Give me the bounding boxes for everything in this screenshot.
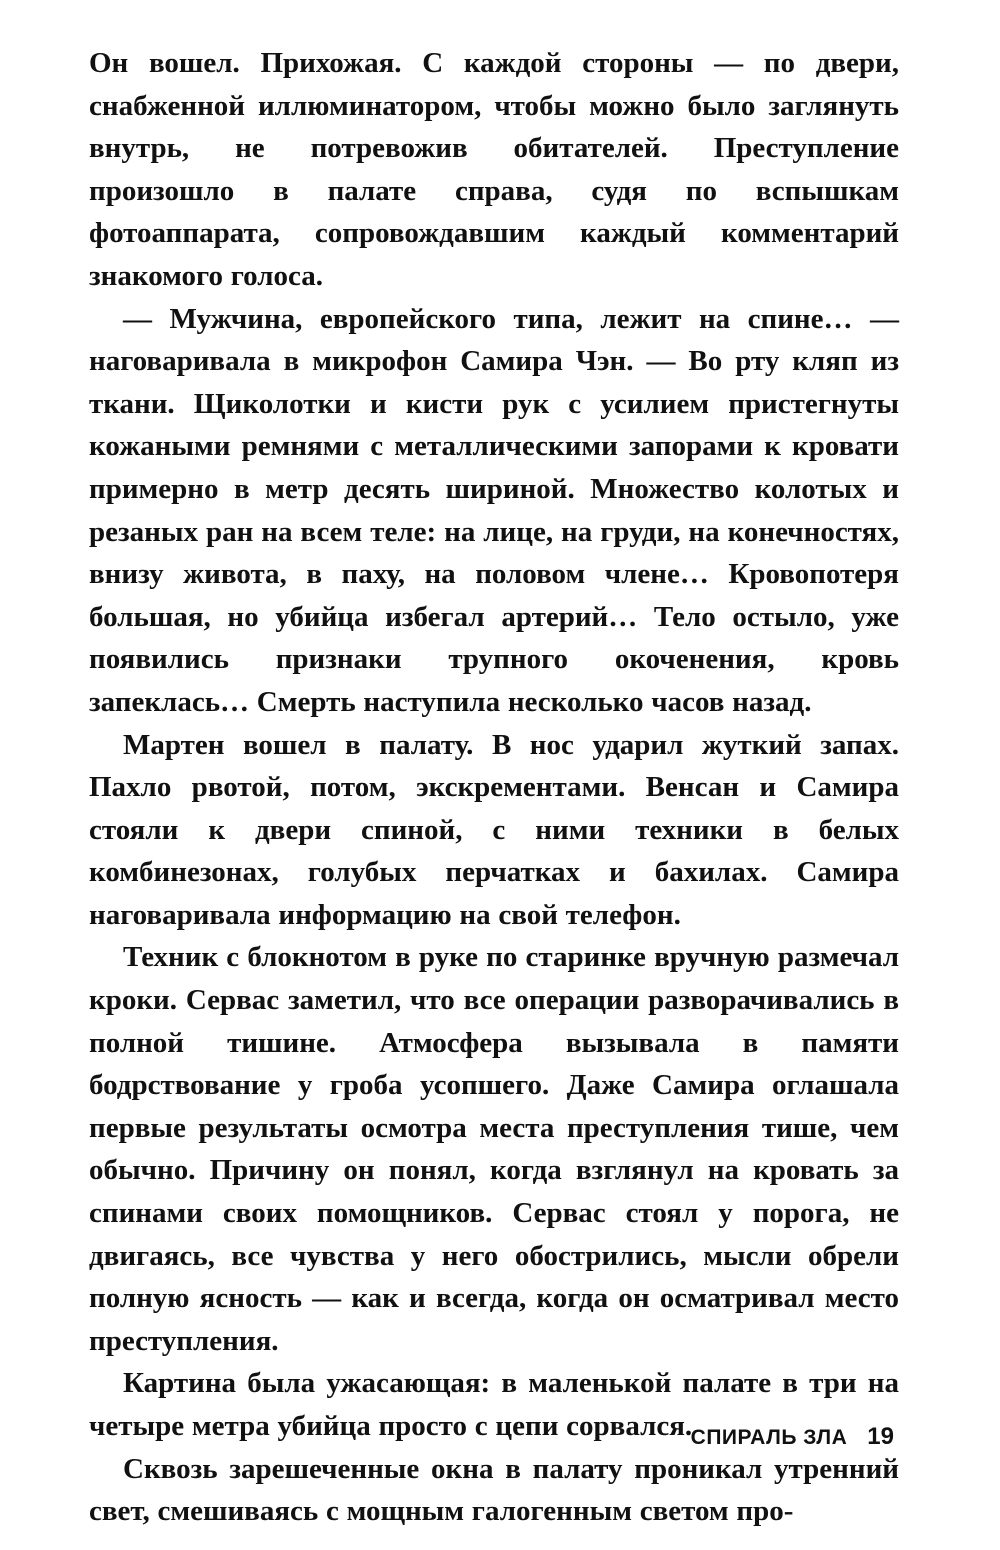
page-number: 19 [867, 1423, 894, 1450]
body-text [89, 42, 899, 1533]
paragraph-5: Картина была ужасающая: в маленькой палате в три на четыре метра убийца просто с цепи сорвался. [89, 1367, 899, 1442]
paragraph-2: — Мужчина, европейского типа, лежит на спине… — наговаривала в микрофон Самира Чэн. — Во рту кляп из ткани. Щиколотки и кисти рук с усилием пристегнуты кожаными ремнями с металлическими запорами к кровати примерно в метр десять шириной. Множество колотых и резаных ран на всем теле: на лице, на груди, на конечностях, внизу живота, в паху, на половом члене… Кровопотеря большая, но убийца избегал артерий… Тело остыло, уже появились признаки трупного окоченения, кровь запеклась… Смерть наступила несколько часов назад. [89, 302, 899, 718]
paragraph-3: Мартен вошел в палату. В нос ударил жуткий запах. Пахло рвотой, потом, экскрементами. Венсан и Самира стояли к двери спиной, с ними техники в белых комбинезонах, голубых перчатках и бахилах. Самира наговаривала информацию на свой телефон. [89, 728, 899, 931]
paragraph-6: Сквозь зарешеченные окна в палату проникал утренний свет, смешиваясь с мощным галогенным светом про- [89, 1452, 899, 1528]
page-footer [691, 1423, 894, 1451]
paragraph-1: Он вошел. Прихожая. С каждой стороны — по двери, снабженной иллюминатором, чтобы можно было заглянуть внутрь, не потревожив обитателей. Преступление произошло в палате справа, судя по вспышкам фотоаппарата, сопровождавшим каждый комментарий знакомого голоса. [89, 47, 899, 292]
running-head: СПИРАЛЬ ЗЛА [690, 1426, 848, 1449]
paragraph-4: Техник с блокнотом в руке по старинке вручную размечал кроки. Сервас заметил, что все операции разворачивались в полной тишине. Атмосфера вызывала в памяти бодрствование у гроба усопшего. Даже Самира оглашала первые результаты осмотра места преступления тише, чем обычно. Причину он понял, когда взглянул на кровать за спинами своих помощников. Сервас стоял у порога, не двигаясь, все чувства у него обострились, мысли обрели полную ясность — как и всегда, когда он осматривал место преступления. [89, 941, 899, 1357]
